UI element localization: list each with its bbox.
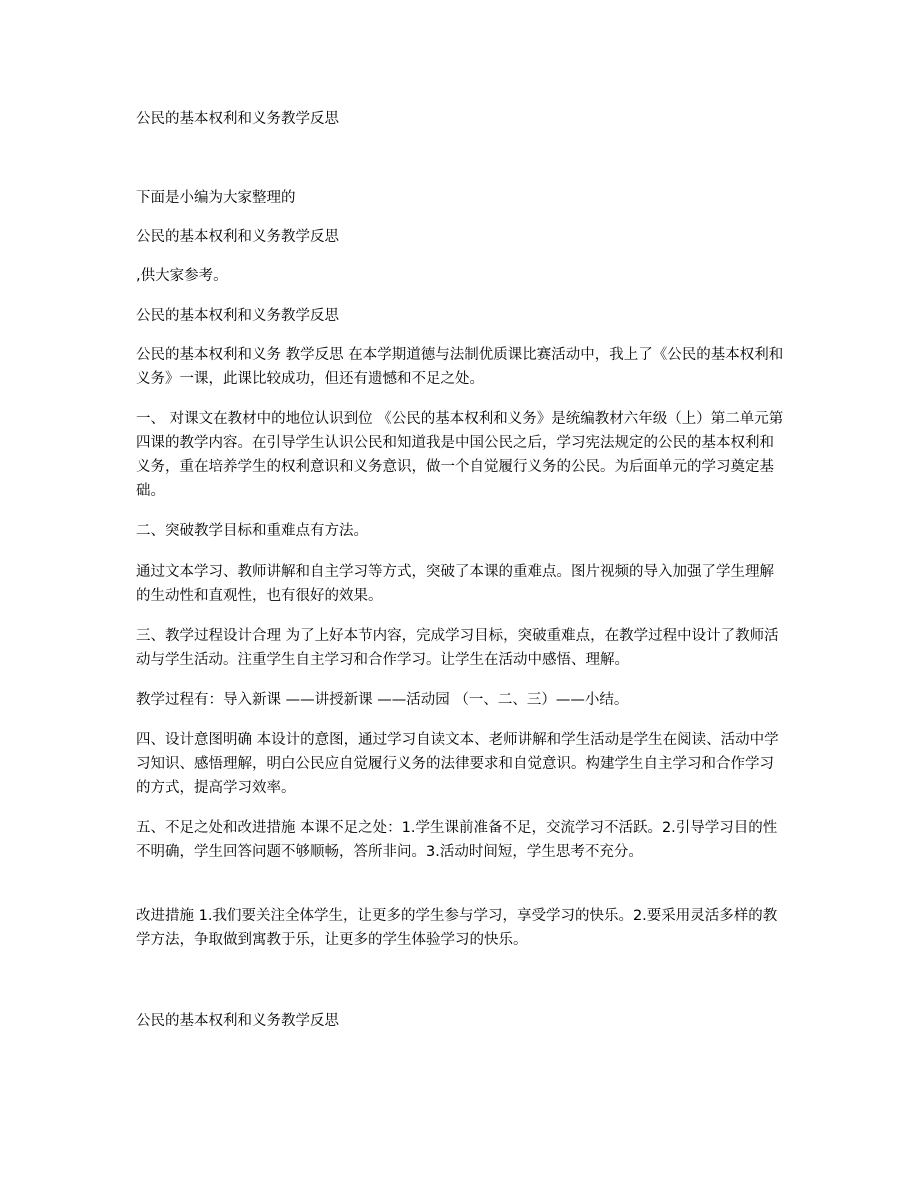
paragraph-4: 四、设计意图明确 本设计的意图，通过学习自读文本、老师讲解和学生活动是学生在阅读、活动中学习知识、感悟理解，明白公民应自觉履行义务的法律要求和自觉意识。构建学生自主学习和合作学习的方式，提高学习效率。 — [136, 732, 779, 796]
document-title-bottom: 公民的基本权利和义务教学反思 — [136, 1013, 339, 1029]
paragraph-improve: 改进措施 1.我们要关注全体学生，让更多的学生参与学习，享受学习的快乐。2.要采用灵活多样的教学方法，争取做到寓教于乐，让更多的学生体验学习的快乐。 — [136, 908, 778, 948]
intro-line-end: ,供大家参考。 — [136, 268, 228, 284]
paragraph-process: 教学过程有：导入新课 ——讲授新课 ——活动园 （一、二、三）——小结。 — [136, 692, 629, 708]
paragraph-2: 通过文本学习、教师讲解和自主学习等方式，突破了本课的重难点。图片视频的导入加强了学生理解的生动性和直观性，也有很好的效果。 — [136, 564, 774, 604]
document-title: 公民的基本权利和义务教学反思 — [136, 111, 339, 127]
paragraph-intro: 公民的基本权利和义务 教学反思 在本学期道德与法制优质课比赛活动中，我上了《公民的基本权利和义务》一课，此课比较成功，但还有遗憾和不足之处。 — [136, 347, 784, 387]
intro-title: 公民的基本权利和义务教学反思 — [136, 229, 339, 245]
section-title: 公民的基本权利和义务教学反思 — [136, 308, 339, 324]
paragraph-5: 五、不足之处和改进措施 本课不足之处：1.学生课前准备不足，交流学习不活跃。2.引导学习目的性不明确，学生回答问题不够顺畅，答所非问。3.活动时间短，学生思考不充分。 — [136, 820, 778, 860]
paragraph-3: 三、教学过程设计合理 为了上好本节内容，完成学习目标，突破重难点，在教学过程中设计了教师活动与学生活动。注重学生自主学习和合作学习。让学生在活动中感悟、理解。 — [136, 628, 779, 668]
intro-line: 下面是小编为大家整理的 — [136, 190, 296, 206]
paragraph-1: 一、 对课文在教材中的地位认识到位 《公民的基本权利和义务》是统编教材六年级（上）第二单元第四课的教学内容。在引导学生认识公民和知道我是中国公民之后，学习宪法规定的公民的基本权利和义务，重在培养学生的权利意识和义务意识，做一个自觉履行义务的公民。为后面单元的学习奠定基础。 — [136, 411, 784, 499]
paragraph-2-heading: 二、突破教学目标和重难点有方法。 — [136, 523, 368, 539]
